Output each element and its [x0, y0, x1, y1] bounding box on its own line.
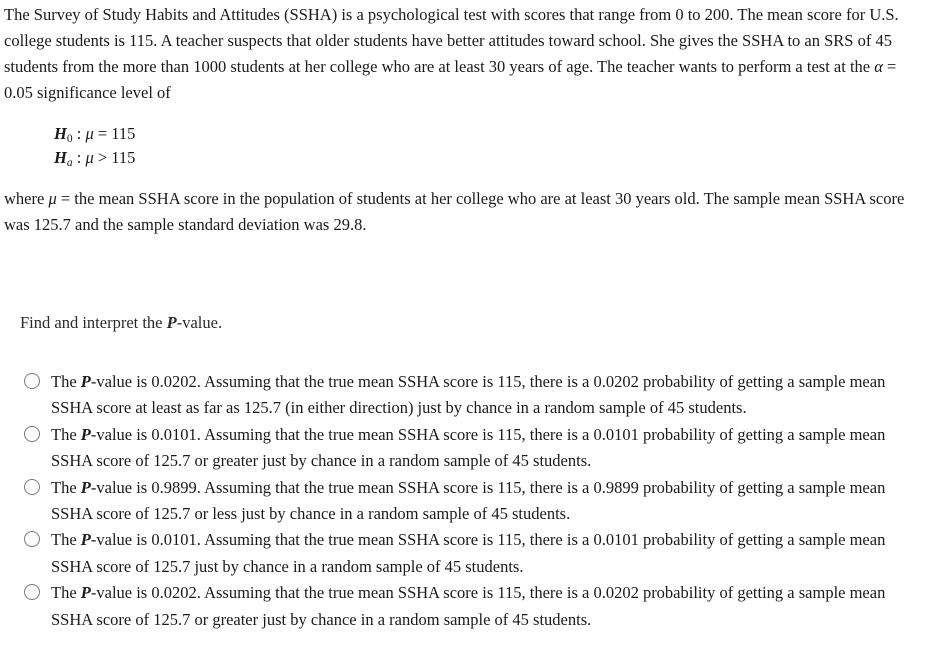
parameter-definition: where μ = the mean SSHA score in the population of students at her college who are at least 30 years old. The sample mean SSHA score was 125.7 and the sample standard deviation was 29.8.: [4, 189, 905, 234]
null-hypothesis: H0 : μ = 115: [54, 124, 136, 145]
alpha-value: = 0.05 significance level of: [4, 57, 897, 102]
radio-button[interactable]: [24, 584, 40, 600]
radio-button[interactable]: [24, 373, 40, 389]
answer-option-5[interactable]: [24, 580, 924, 633]
answer-option-text: The P-value is 0.9899. Assuming that the true mean SSHA score is 115, there is a 0.9899 probability of getting a sample mean SSHA score of 125.7 or less just by chance in a random sample of 45 students.: [51, 477, 886, 523]
answer-option-text: The P-value is 0.0101. Assuming that the true mean SSHA score is 115, there is a 0.0101 probability of getting a sample mean SSHA score of 125.7 just by chance in a random sample of 45 students.: [51, 530, 886, 576]
answer-option-4[interactable]: [24, 527, 924, 580]
answer-option-text: The P-value is 0.0101. Assuming that the true mean SSHA score is 115, there is a 0.0101 probability of getting a sample mean SSHA score of 125.7 or greater just by chance in a random sample of 45 students.: [51, 424, 886, 471]
alpha-symbol: α: [874, 57, 883, 76]
answer-option-2[interactable]: [24, 422, 924, 475]
alternative-hypothesis: $H_a$ : μ > 115: [54, 148, 136, 169]
answer-option-1[interactable]: [24, 369, 924, 422]
answer-option-text: The P-value is 0.0202. Assuming that the true mean SSHA score is 115, there is a 0.0202 probability of getting a sample mean SSHA score at least as far as 125.7 (in either direction) just by chance in a random sample of 45 students.: [51, 372, 886, 418]
intro-text: The Survey of Study Habits and Attitudes (SSHA) is a psychological test with scores that range from 0 to 200. The mean score for U.S. college students is 115. A teacher suspects that older students have better attitudes toward school. She gives the SSHA to an SRS of 45 students from the more than 1000 students at her college who are at least 30 years of age. The teacher wants to perform a test at the: [4, 5, 899, 76]
answer-option-text: The P-value is 0.0202. Assuming that the true mean SSHA score is 115, there is a 0.0202 probability of getting a sample mean SSHA score of 125.7 or greater just by chance in a random sample of 45 students.: [51, 583, 886, 629]
radio-button[interactable]: [24, 426, 40, 442]
problem-statement: [4, 2, 922, 106]
radio-button[interactable]: [24, 479, 40, 495]
answer-choices: [24, 369, 924, 633]
radio-button[interactable]: [24, 531, 40, 547]
question-prompt: Find and interpret the P-value.: [20, 313, 223, 332]
answer-option-3[interactable]: [24, 475, 924, 528]
